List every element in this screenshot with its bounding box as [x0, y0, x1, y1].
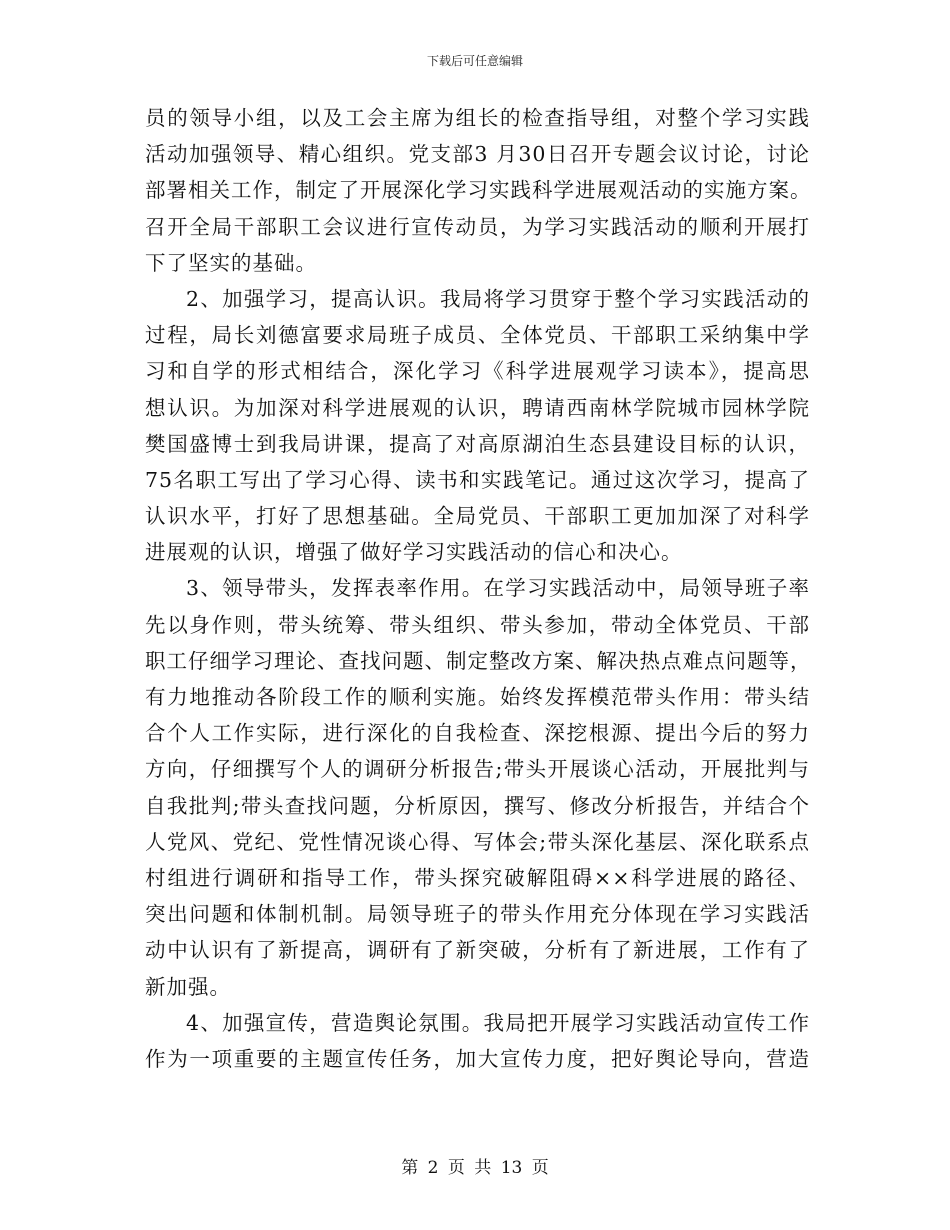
text-line: 有力地推动各阶段工作的顺利实施。始终发挥模范带头作用：带头结: [145, 685, 810, 709]
text-line: 合个人工作实际，进行深化的自我检查、深挖根源、提出今后的努力: [145, 721, 810, 746]
text-line: 进展观的认识，增强了做好学习实践活动的信心和决心。: [145, 540, 683, 565]
text-line: 新加强。: [145, 974, 231, 999]
paragraph-first-line: 2、加强学习，提高认识。我局将学习贯穿于整个学习实践活动的: [186, 286, 810, 311]
text-line: 作为一项重要的主题宣传任务，加大宣传力度，把好舆论导向，营造: [145, 1046, 810, 1071]
text-line: 动中认识有了新提高，调研有了新突破，分析有了新进展，工作有了: [145, 938, 810, 963]
text-line: 自我批判;带头查找问题，分析原因，撰写、修改分析报告，并结合个: [145, 793, 810, 818]
text-line: 下了坚实的基础。: [145, 250, 317, 275]
text-line: 职工仔细学习理论、查找问题、制定整改方案、解决热点难点问题等，: [145, 648, 812, 673]
text-line: 活动加强领导、精心组织。党支部3 月30日召开专题会议讨论，讨论: [145, 142, 810, 167]
text-line: 认识水平，打好了思想基础。全局党员、干部职工更加加深了对科学: [145, 504, 810, 529]
text-line: 村组进行调研和指导工作，带头探究破解阻碍××科学进展的路径、: [145, 865, 810, 890]
text-line: 樊国盛博士到我局讲课，提高了对高原湖泊生态县建设目标的认识，: [145, 431, 810, 456]
text-line: 先以身作则，带头统筹、带头组织、带头参加，带动全体党员、干部: [145, 612, 810, 637]
text-line: 75名职工写出了学习心得、读书和实践笔记。通过这次学习，提高了: [145, 467, 810, 492]
text-line: 习和自学的形式相结合，深化学习《科学进展观学习读本》，提高思: [145, 359, 810, 384]
text-line: 员的领导小组，以及工会主席为组长的检查指导组，对整个学习实践: [145, 106, 810, 130]
text-line: 部署相关工作，制定了开展深化学习实践科学进展观活动的实施方案。: [145, 178, 812, 203]
text-line: 召开全局干部职工会议进行宣传动员，为学习实践活动的顺利开展打: [145, 214, 810, 239]
text-line: 突出问题和体制机制。局领导班子的带头作用充分体现在学习实践活: [145, 902, 810, 927]
paragraph-first-line: 3、领导带头，发挥表率作用。在学习实践活动中，局领导班子率: [186, 576, 810, 601]
text-line: 方向，仔细撰写个人的调研分析报告;带头开展谈心活动，开展批判与: [145, 757, 810, 782]
text-line: 想认识。为加深对科学进展观的认识，聘请西南林学院城市园林学院: [145, 395, 810, 420]
text-line: 人党风、党纪、党性情况谈心得、写体会;带头深化基层、深化联系点: [145, 829, 810, 854]
document-body: [145, 100, 810, 1077]
text-line: 过程，局长刘德富要求局班子成员、全体党员、干部职工采纳集中学: [145, 323, 810, 348]
page-header: 下载后可任意编辑: [426, 54, 523, 68]
paragraph-first-line: 4、加强宣传，营造舆论氛围。我局把开展学习实践活动宣传工作: [186, 1010, 810, 1035]
page-number: 第 2 页 共 13 页: [401, 1158, 549, 1178]
